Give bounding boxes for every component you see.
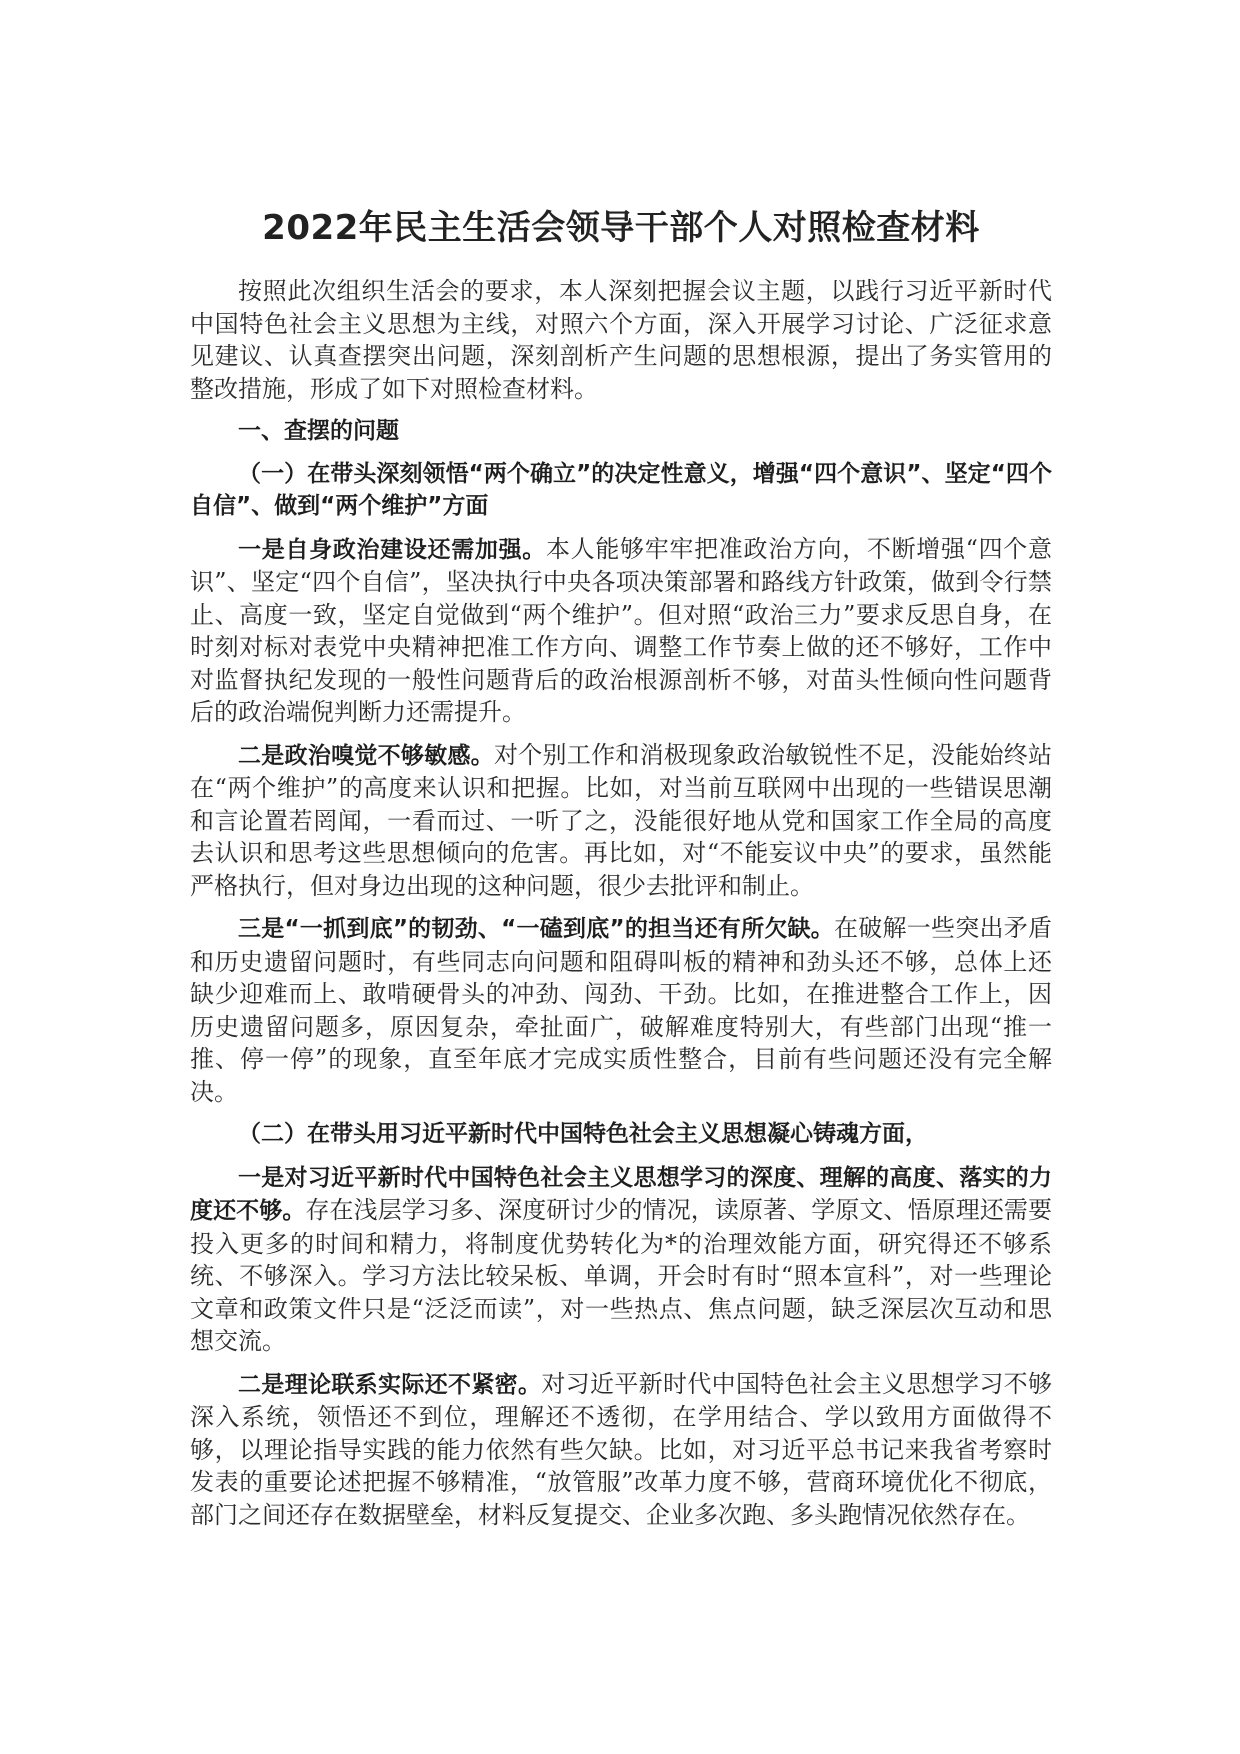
subsection-heading-2: （二）在带头用习近平新时代中国特色社会主义思想凝心铸魂方面， [238,1121,928,1147]
paragraph-2-lead: 二是政治嗅觉不够敏感。 [238,742,494,769]
paragraph-2-body: 对个别工作和消极现象政治敏锐性不足，没能始终站在“两个维护”的高度来认识和把握。比如，对当前互联网中出现的一些错误思潮和言论置若罔闻，一看而过、一听了之，没能很好地从党和国家工作全局的高度去认识和思考这些思想倾向的危害。再比如，对“不能妄议中央”的要求，虽然能严格执行，但对身边出现的这种问题，很少去批评和制止。 [190,740,1052,900]
intro-paragraph: 按照此次组织生活会的要求，本人深刻把握会议主题，以践行习近平新时代中国特色社会主义思想为主线，对照六个方面，深入开展学习讨论、广泛征求意见建议、认真查摆突出问题，深刻剖析产生问题的思想根源，提出了务实管用的整改措施，形成了如下对照检查材料。 [190,277,1052,403]
paragraph-1-body: 本人能够牢牢把准政治方向，不断增强“四个意识”、坚定“四个自信”，坚决执行中央各项决策部署和路线方针政策，做到令行禁止、高度一致，坚定自觉做到“两个维护”。但对照“政治三力”要求反思自身，在时刻对标对表党中央精神把准工作方向、调整工作节奏上做的还不够好，工作中对监督执纪发现的一般性问题背后的政治根源剖析不够，对苗头性倾向性问题背后的政治端倪判断力还需提升。 [190,534,1052,726]
subsection-heading-1: （一）在带头深刻领悟“两个确立”的决定性意义，增强“四个意识”、坚定“四个自信”、做到“两个维护”方面 [190,460,1052,519]
paragraph-2 [190,739,1052,903]
document-title: 2022年民主生活会领导干部个人对照检查材料 [262,208,980,248]
paragraph-4-body: 存在浅层学习多、深度研讨少的情况，读原著、学原文、悟原理还需要投入更多的时间和精力，将制度优势转化为*的治理效能方面，研究得还不够系统、不够深入。学习方法比较呆板、单调，开会时有时“照本宣科”，对一些理论文章和政策文件只是“泛泛而读”，对一些热点、焦点问题，缺乏深层次互动和思想交流。 [190,1196,1053,1355]
paragraph-5 [190,1368,1052,1532]
paragraph-4-lead: 一是对习近平新时代中国特色社会主义思想学习的深度、理解的高度、落实的力度还不够。 [190,1164,1052,1224]
document-page [190,200,1052,1531]
paragraph-4 [190,1161,1052,1358]
paragraph-5-body: 对习近平新时代中国特色社会主义思想学习不够深入系统，领悟还不到位，理解还不透彻，在学用结合、学以致用方面做得不够，以理论指导实践的能力依然有些欠缺。比如，对习近平总书记来我省考察时发表的重要论述把握不够精准，“放管服”改革力度不够，营商环境优化不彻底，部门之间还存在数据壁垒，材料反复提交、企业多次跑、多头跑情况依然存在。 [190,1369,1053,1529]
paragraph-5-lead: 二是理论联系实际还不紧密。 [238,1371,542,1398]
section-heading-problems: 一、查摆的问题 [238,418,399,444]
paragraph-3-body: 在破解一些突出矛盾和历史遗留问题时，有些同志向问题和阻碍叫板的精神和劲头还不够，总体上还缺少迎难而上、敢啃硬骨头的冲劲、闯劲、干劲。比如，在推进整合工作上，因历史遗留问题多，原因复杂，牵扯面广，破解难度特别大，有些部门出现“推一推、停一停”的现象，直至年底才完成实质性整合，目前有些问题还没有完全解决。 [190,914,1052,1106]
paragraph-3 [190,912,1052,1108]
paragraph-1-lead: 一是自身政治建设还需加强。 [238,536,546,563]
paragraph-1 [190,533,1052,729]
paragraph-3-lead: 三是“一抓到底”的韧劲、“一磕到底”的担当还有所欠缺。 [238,916,835,942]
